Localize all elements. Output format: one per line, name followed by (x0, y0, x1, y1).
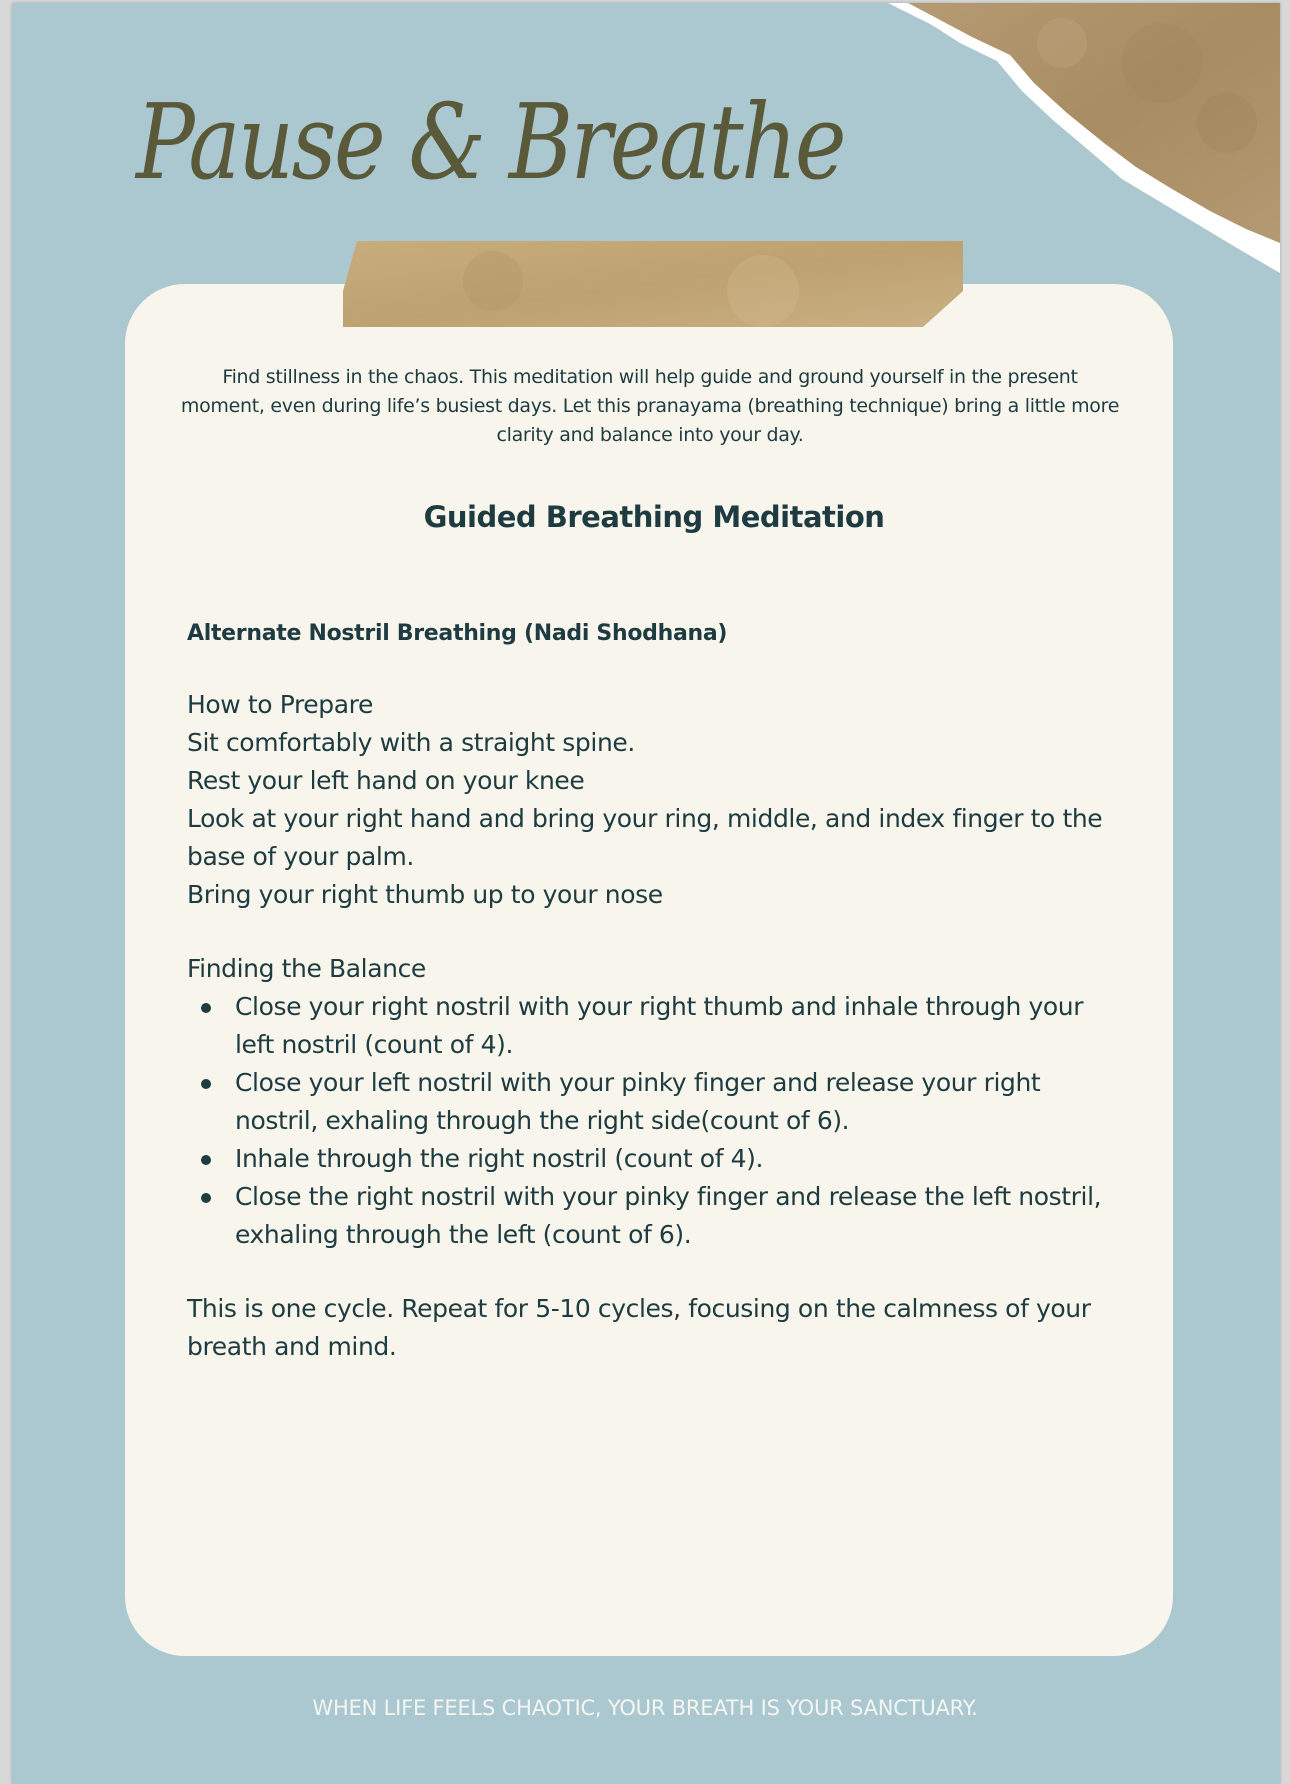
balance-section (187, 950, 1127, 1254)
list-item: Close your left nostril with your pinky finger and release your right nostril, exhaling through the right side(count of 6). (187, 1064, 1127, 1140)
prepare-line: Sit comfortably with a straight spine. (187, 728, 635, 757)
prepare-line: Bring your right thumb up to your nose (187, 880, 663, 909)
balance-heading: Finding the Balance (187, 954, 426, 983)
prepare-heading: How to Prepare (187, 690, 373, 719)
bullet-icon (201, 1079, 211, 1089)
section-heading: Guided Breathing Meditation (423, 500, 885, 534)
page-title: Pause & Breathe (136, 81, 845, 203)
intro-paragraph: Find stillness in the chaos. This meditation will help guide and ground yourself in the present moment, even during life’s busiest days. Let this pranayama (breathing technique) bring a little more clarity and balance into your day. (180, 366, 1120, 446)
closing-paragraph: This is one cycle. Repeat for 5-10 cycles, focusing on the calmness of your breath and mind. (187, 1294, 1091, 1361)
list-item: Close your right nostril with your right thumb and inhale through your left nostril (count of 4). (187, 988, 1127, 1064)
list-item: Inhale through the right nostril (count of 4). (187, 1140, 1127, 1178)
footer-quote: WHEN LIFE FEELS CHAOTIC, YOUR BREATH IS YOUR SANCTUARY. (312, 1696, 978, 1720)
technique-title: Alternate Nostril Breathing (Nadi Shodhana) (187, 621, 728, 646)
prepare-section (187, 686, 1127, 914)
steps-list (187, 988, 1127, 1254)
prepare-line: Look at your right hand and bring your ring, middle, and index finger to the base of your palm. (187, 804, 1103, 871)
prepare-line: Rest your left hand on your knee (187, 766, 585, 795)
bullet-icon (201, 1003, 211, 1013)
bullet-icon (201, 1193, 211, 1203)
bullet-icon (201, 1155, 211, 1165)
list-item: Close the right nostril with your pinky finger and release the left nostril, exhaling through the left (count of 6). (187, 1178, 1127, 1254)
